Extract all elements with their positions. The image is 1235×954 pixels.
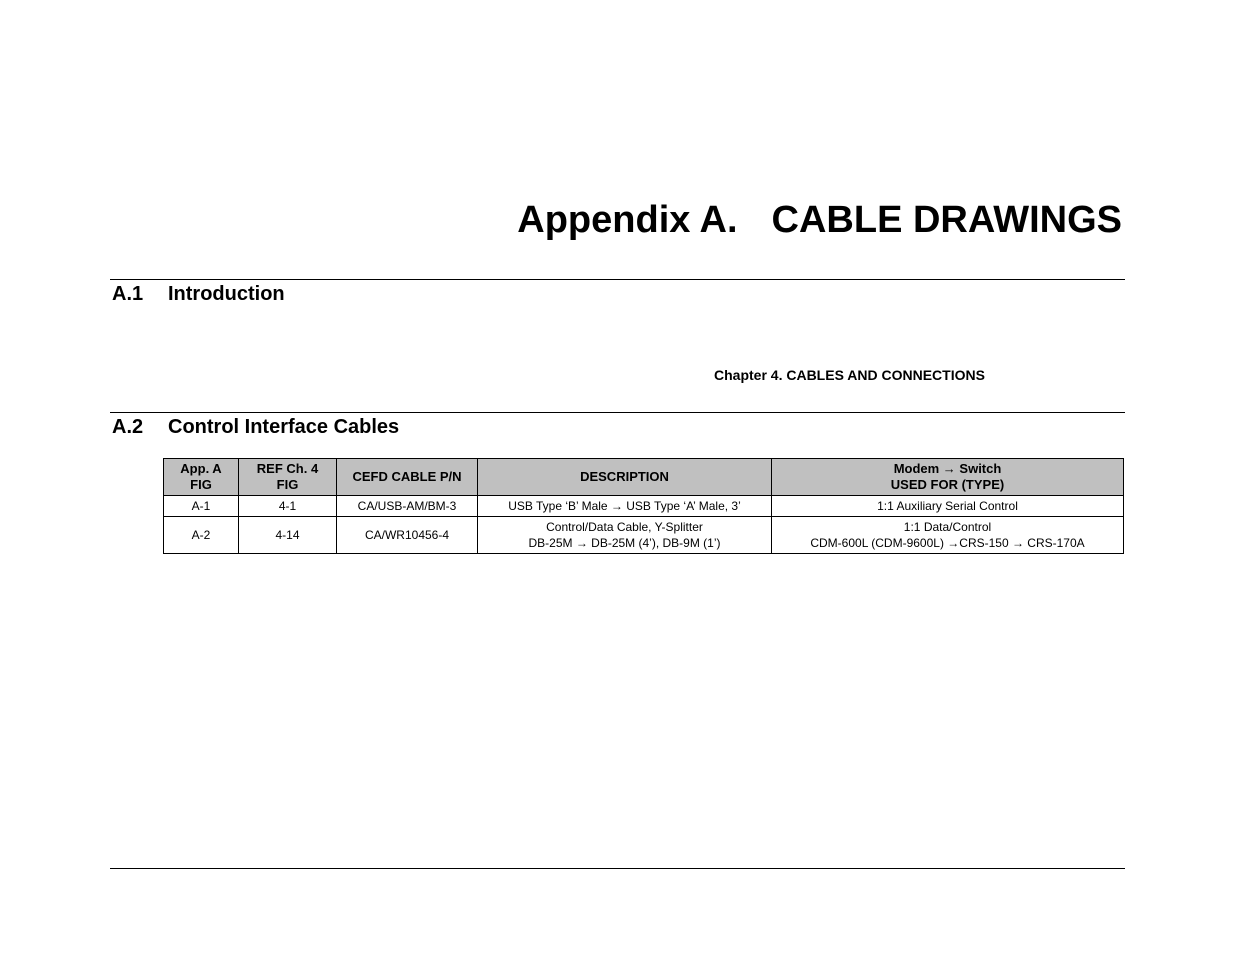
cell-description — [478, 496, 772, 517]
section-number: A.2 — [112, 416, 144, 438]
cell-line: DB-25M → DB-25M (4’), DB-9M (1’) — [528, 536, 721, 550]
header-line: Modem → Switch — [893, 461, 1002, 476]
section-heading-introduction — [112, 281, 285, 307]
cell-line: CDM-600L (CDM-9600L) →CRS-150 → CRS-170A — [810, 536, 1085, 550]
cell-used-for — [772, 496, 1124, 517]
cell-part-number: CA/USB-AM/BM-3 — [337, 496, 478, 517]
cell-part-number: CA/WR10456-4 — [337, 517, 478, 554]
header-line: REF Ch. 4 — [256, 461, 319, 476]
cable-table — [163, 458, 1124, 554]
section-number: A.1 — [112, 283, 144, 305]
table-row — [164, 496, 1124, 517]
header-ref-fig — [239, 459, 337, 496]
header-used-for — [772, 459, 1124, 496]
cell-ref-fig: 4-14 — [239, 517, 337, 554]
cell-used-for — [772, 517, 1124, 554]
section-divider-2 — [110, 412, 1125, 413]
cell-app-fig: A-2 — [164, 517, 239, 554]
footer-divider — [110, 868, 1125, 869]
header-line: FIG — [190, 477, 212, 492]
appendix-label: Appendix A. — [517, 199, 738, 241]
table-header-row — [164, 459, 1124, 496]
chapter-reference[interactable]: Chapter 4. CABLES AND CONNECTIONS — [714, 367, 985, 383]
appendix-title-text: CABLE DRAWINGS — [771, 199, 1122, 241]
section-heading-control-interface-cables — [112, 414, 399, 440]
header-line: App. A — [180, 461, 222, 476]
cell-line: Control/Data Cable, Y-Splitter — [546, 520, 703, 534]
header-part-number — [337, 459, 478, 496]
header-line: CEFD CABLE P/N — [352, 469, 462, 484]
cell-line: USB Type ‘B’ Male → USB Type ‘A’ Male, 3’ — [508, 499, 741, 513]
section-divider-1 — [110, 279, 1125, 280]
header-line: DESCRIPTION — [580, 469, 669, 484]
cell-description — [478, 517, 772, 554]
header-line: USED FOR (TYPE) — [890, 477, 1005, 492]
section-title: Introduction — [168, 283, 285, 305]
cell-app-fig: A-1 — [164, 496, 239, 517]
cell-ref-fig: 4-1 — [239, 496, 337, 517]
section-title: Control Interface Cables — [168, 416, 400, 438]
cell-line: 1:1 Auxiliary Serial Control — [877, 499, 1018, 513]
header-description — [478, 459, 772, 496]
appendix-title — [517, 198, 1122, 242]
table-row — [164, 517, 1124, 554]
header-app-fig — [164, 459, 239, 496]
header-line: FIG — [276, 477, 299, 492]
cell-line: 1:1 Data/Control — [903, 520, 992, 534]
